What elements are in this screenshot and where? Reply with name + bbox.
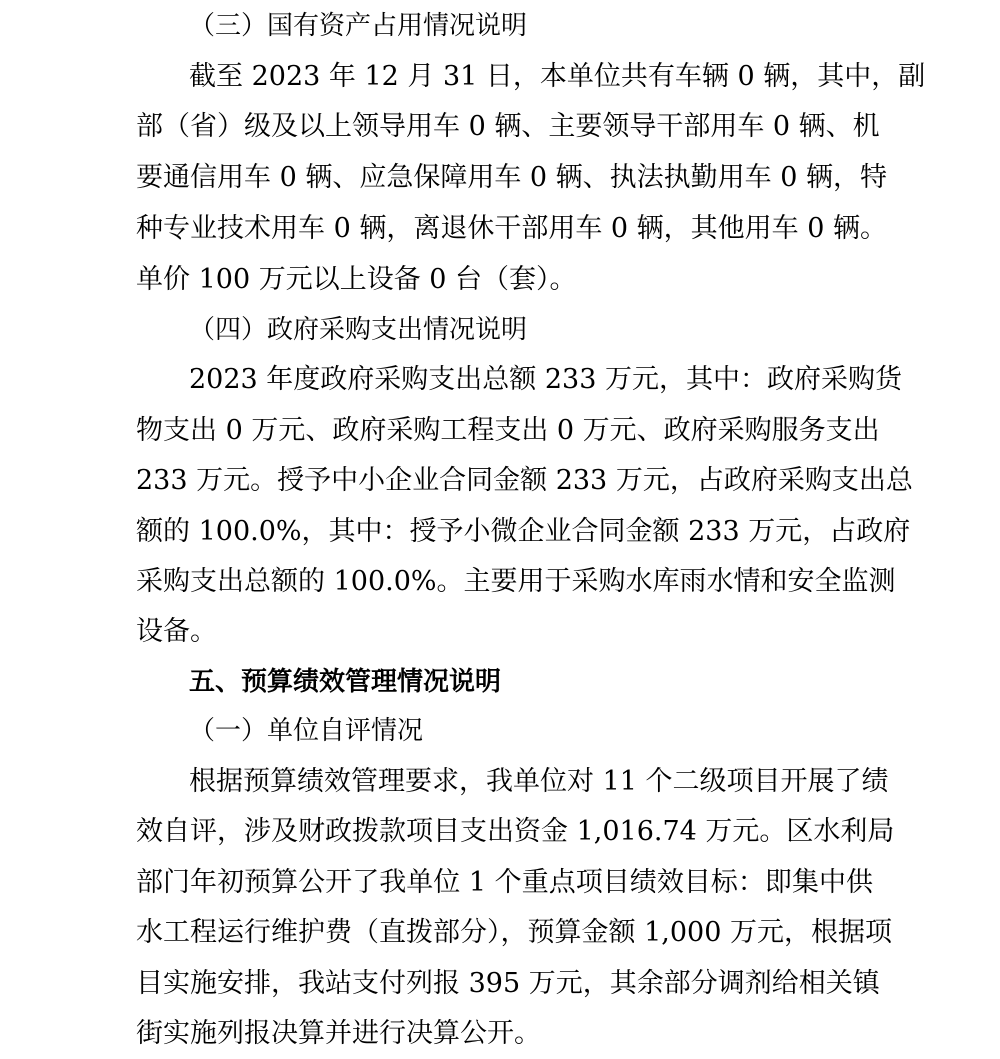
paragraph-line: 部门年初预算公开了我单位 1 个重点项目绩效目标：即集中供 [136, 867, 873, 898]
paragraph-line: 要通信用车 0 辆、应急保障用车 0 辆、执法执勤用车 0 辆，特 [136, 162, 888, 193]
section-heading-government-procurement: （四）政府采购支出情况说明 [189, 315, 528, 345]
paragraph-line: 部（省）级及以上领导用车 0 辆、主要领导干部用车 0 辆、机 [136, 111, 880, 142]
paragraph-line: 物支出 0 万元、政府采购工程支出 0 万元、政府采购服务支出 [136, 415, 880, 446]
paragraph-line: 街实施列报决算并进行决算公开。 [136, 1018, 541, 1049]
paragraph-line: 单价 100 万元以上设备 0 台（套）。 [136, 264, 577, 295]
paragraph-line: 采购支出总额的 100.0%。主要用于采购水库雨水情和安全监测 [136, 566, 896, 597]
paragraph-line: 水工程运行维护费（直拨部分），预算金额 1,000 万元，根据项 [136, 917, 892, 948]
paragraph-line: 根据预算绩效管理要求，我单位对 11 个二级项目开展了绩 [189, 766, 889, 797]
paragraph-line: 2023 年度政府采购支出总额 233 万元，其中：政府采购货 [189, 364, 902, 395]
paragraph-line: 截至 2023 年 12 月 31 日，本单位共有车辆 0 辆，其中，副 [189, 61, 926, 92]
paragraph-line: 效自评，涉及财政拨款项目支出资金 1,016.74 万元。区水利局 [136, 816, 895, 847]
section-heading-self-evaluation: （一）单位自评情况 [189, 716, 424, 746]
paragraph-line: 额的 100.0%，其中：授予小微企业合同金额 233 万元，占政府 [136, 516, 911, 547]
section-heading-performance-management: 五、预算绩效管理情况说明 [189, 667, 502, 697]
paragraph-line: 种专业技术用车 0 辆，离退休干部用车 0 辆，其他用车 0 辆。 [136, 213, 888, 244]
paragraph-line: 目实施安排，我站支付列报 395 万元，其余部分调剂给相关镇 [136, 968, 880, 999]
section-heading-state-assets: （三）国有资产占用情况说明 [189, 11, 528, 41]
paragraph-line: 233 万元。授予中小企业合同金额 233 万元，占政府采购支出总 [136, 465, 913, 496]
paragraph-line: 设备。 [136, 616, 217, 647]
